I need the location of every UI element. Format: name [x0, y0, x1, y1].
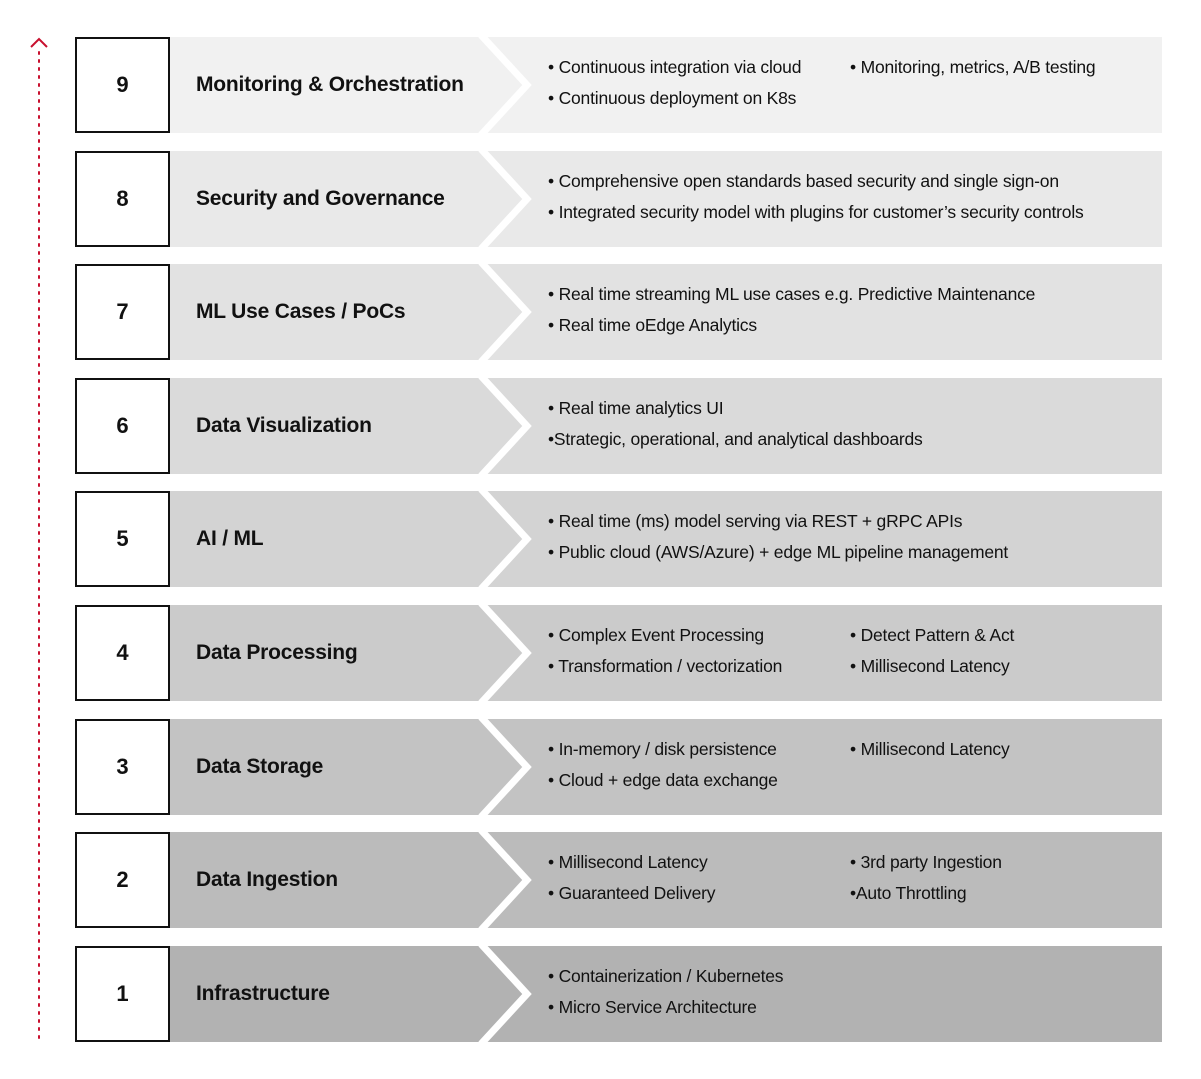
layer-bullet-list [548, 964, 1153, 1030]
layer-bullet-item: • 3rd party Ingestion [850, 852, 1002, 872]
layer-bullet-item: •Strategic, operational, and analytical dashboards [548, 429, 923, 449]
layer-bullet-item: • Micro Service Architecture [548, 997, 757, 1017]
layer-8 [75, 151, 1162, 247]
layer-7 [75, 264, 1162, 360]
layer-title: Data Processing [196, 641, 358, 664]
layer-number: 8 [75, 151, 170, 247]
layer-title: Data Storage [196, 755, 324, 778]
layer-number: 9 [75, 37, 170, 133]
layer-title: AI / ML [196, 527, 264, 550]
arrow-up-icon [31, 39, 47, 47]
layer-bullet-list [548, 396, 1153, 462]
layer-bullet-item: • Millisecond Latency [850, 656, 1010, 676]
layer-1 [75, 946, 1162, 1042]
layer-title: ML Use Cases / PoCs [196, 300, 406, 323]
layer-bullet-item: • Cloud + edge data exchange [548, 770, 778, 790]
layer-number: 5 [75, 491, 170, 587]
layer-bullet-item: • Monitoring, metrics, A/B testing [850, 57, 1096, 77]
layer-bullet-item: • Real time streaming ML use cases e.g. Predictive Maintenance [548, 284, 1036, 304]
layer-bullet-item: • Comprehensive open standards based security and single sign-on [548, 171, 1059, 191]
layer-bullet-list [548, 169, 1153, 235]
layer-bullet-list [548, 282, 1153, 348]
layer-bullet-item: • Continuous integration via cloud [548, 57, 802, 77]
layer-number: 3 [75, 719, 170, 815]
layer-bullet-item: • Continuous deployment on K8s [548, 88, 797, 108]
layer-title: Data Ingestion [196, 868, 338, 891]
layer-bullet-item: • Integrated security model with plugins for customer’s security controls [548, 202, 1084, 222]
layer-bullet-item: • Transformation / vectorization [548, 656, 783, 676]
layer-5 [75, 491, 1162, 587]
layer-bullet-list [548, 509, 1153, 575]
layer-bullet-list [548, 850, 1153, 916]
layer-bullet-list [548, 623, 1153, 689]
layer-bullet-item: • Complex Event Processing [548, 625, 764, 645]
layer-number: 1 [75, 946, 170, 1042]
layer-title: Monitoring & Orchestration [196, 73, 464, 96]
layer-number: 4 [75, 605, 170, 701]
layer-bullet-item: •Auto Throttling [850, 883, 967, 903]
layer-bullet-item: • Real time analytics UI [548, 398, 724, 418]
layer-6 [75, 378, 1162, 474]
layer-number: 2 [75, 832, 170, 928]
layer-bullet-item: • In-memory / disk persistence [548, 739, 777, 759]
layer-4 [75, 605, 1162, 701]
layer-bullet-item: • Guaranteed Delivery [548, 883, 716, 903]
layer-bullet-item: • Millisecond Latency [548, 852, 708, 872]
layer-bullet-list [548, 737, 1153, 803]
layer-title: Data Visualization [196, 414, 372, 437]
layer-title: Infrastructure [196, 982, 330, 1005]
layer-title: Security and Governance [196, 187, 445, 210]
layer-bullet-item: • Real time oEdge Analytics [548, 315, 757, 335]
layer-bullet-item: • Containerization / Kubernetes [548, 966, 784, 986]
vertical-axis-arrow [0, 0, 80, 1079]
layer-bullet-item: • Public cloud (AWS/Azure) + edge ML pipeline management [548, 542, 1009, 562]
layer-9 [75, 37, 1162, 133]
layer-bullet-item: • Detect Pattern & Act [850, 625, 1015, 645]
layer-number: 6 [75, 378, 170, 474]
layer-2 [75, 832, 1162, 928]
layer-3 [75, 719, 1162, 815]
layer-number: 7 [75, 264, 170, 360]
layer-bullet-item: • Real time (ms) model serving via REST + gRPC APIs [548, 511, 963, 531]
layer-bullet-list [548, 55, 1153, 121]
layer-bullet-item: • Millisecond Latency [850, 739, 1010, 759]
